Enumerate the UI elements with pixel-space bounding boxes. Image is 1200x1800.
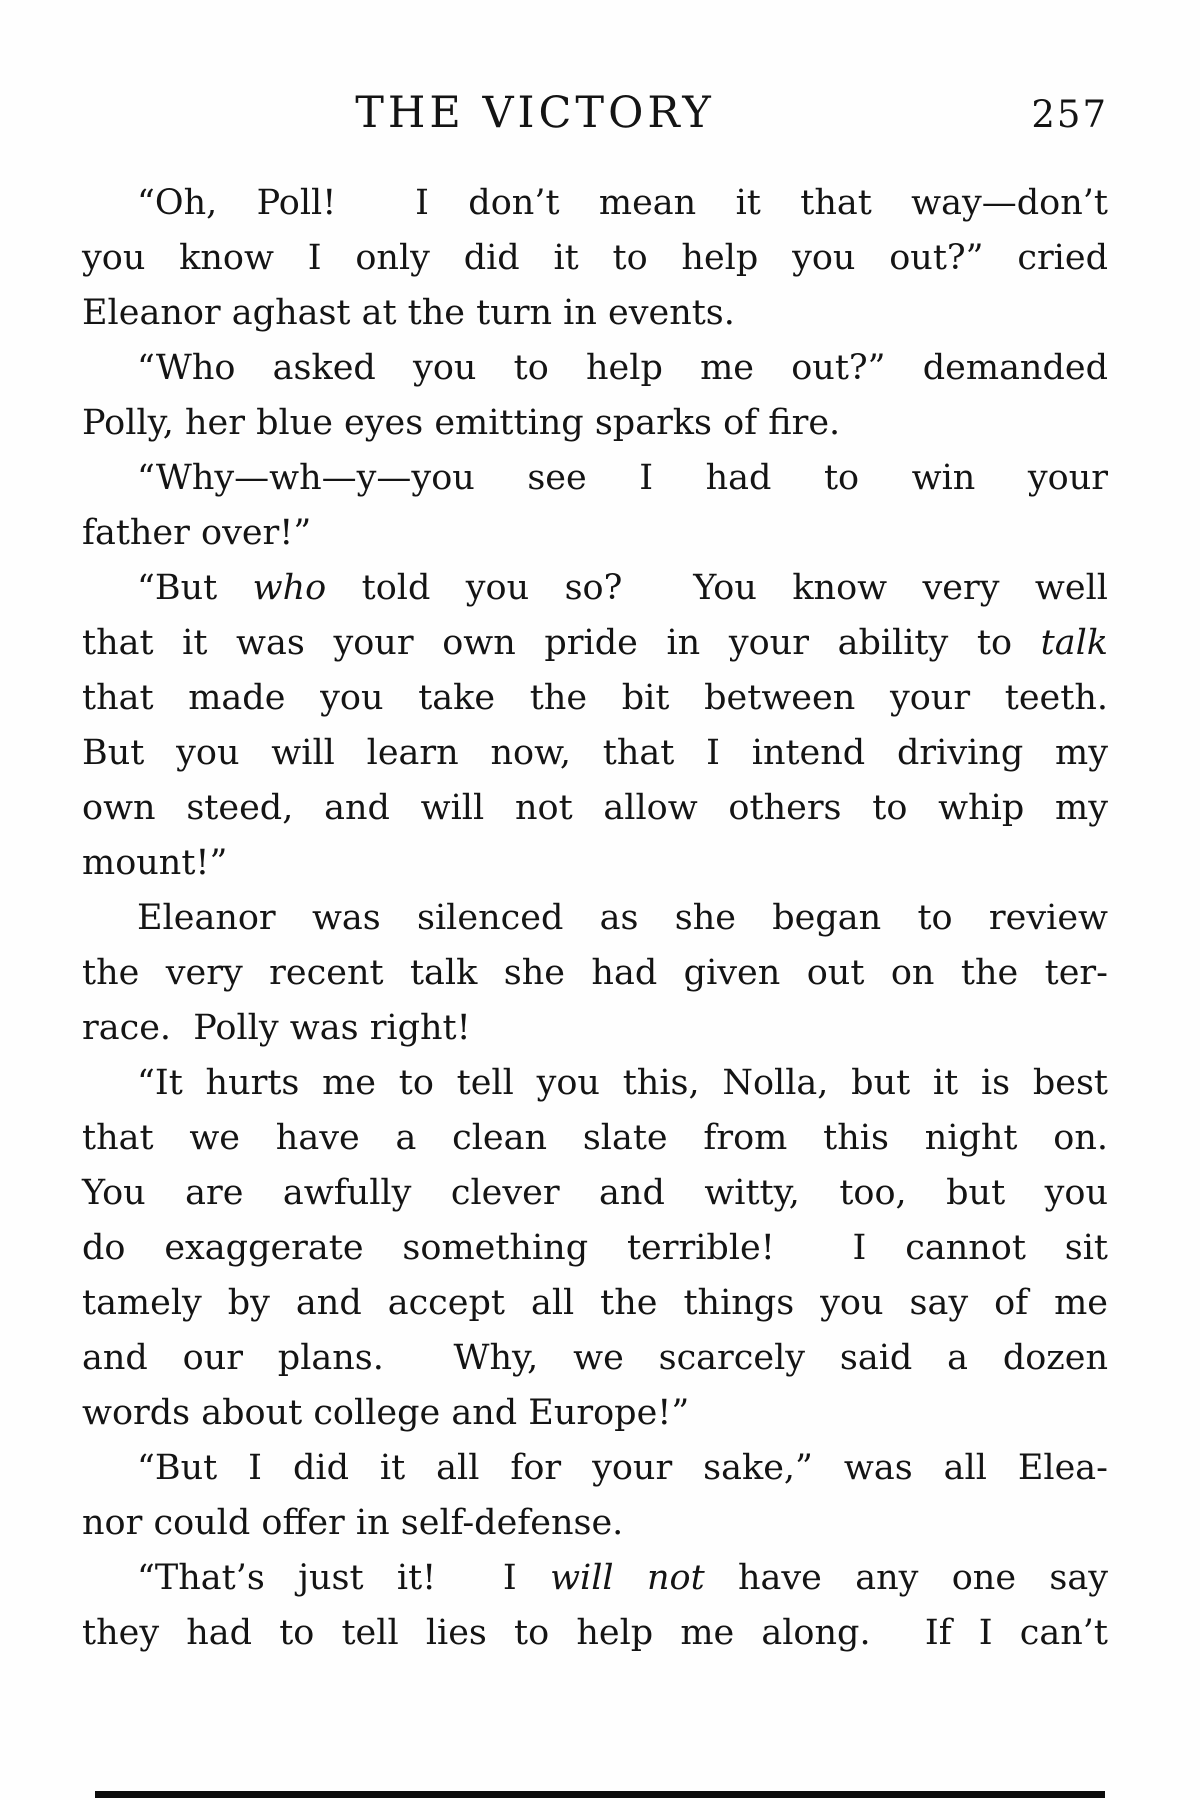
- italic-text-segment: who: [252, 568, 327, 608]
- text-line: [82, 176, 1108, 231]
- text-line: [82, 616, 1108, 671]
- text-segment: “It hurts me to tell you this, Nolla, but it is best: [137, 1063, 1108, 1103]
- text-segment: You are awfully clever and witty, too, but you: [82, 1173, 1108, 1213]
- text-line: [82, 836, 1108, 891]
- text-segment: Eleanor was silenced as she began to review: [137, 898, 1108, 938]
- text-segment: do exaggerate something terrible! I cannot sit: [82, 1228, 1108, 1268]
- text-segment: you know I only did it to help you out?” cried: [82, 238, 1108, 278]
- text-line: [82, 1166, 1108, 1221]
- text-line: [82, 946, 1108, 1001]
- text-segment: own steed, and will not allow others to whip my: [82, 788, 1108, 828]
- text-segment: “Oh, Poll! I don’t mean it that way—don’t: [137, 183, 1108, 223]
- text-segment: that it was your own pride in your ability to: [82, 623, 1041, 663]
- italic-text-segment: talk: [1040, 623, 1108, 663]
- text-segment: Polly, her blue eyes emitting sparks of fire.: [82, 403, 841, 443]
- text-segment: that made you take the bit between your teeth.: [82, 678, 1108, 718]
- text-segment: “Why—wh—y—you see I had to win your: [137, 458, 1108, 498]
- text-line: [82, 726, 1108, 781]
- text-line: [82, 1221, 1108, 1276]
- text-line: [82, 781, 1108, 836]
- text-segment: that we have a clean slate from this night on.: [82, 1118, 1108, 1158]
- text-segment: nor could offer in self-defense.: [82, 1503, 624, 1543]
- page-title: THE VICTORY: [355, 88, 715, 138]
- text-line: [82, 1331, 1108, 1386]
- text-line: [82, 561, 1108, 616]
- text-line: [82, 1441, 1108, 1496]
- text-segment: Eleanor aghast at the turn in events.: [82, 293, 735, 333]
- text-line: [82, 1386, 1108, 1441]
- page-number: 257: [1031, 93, 1108, 136]
- text-segment: and our plans. Why, we scarcely said a dozen: [82, 1338, 1108, 1378]
- text-segment: told you so? You know very well: [326, 568, 1108, 608]
- text-line: [82, 1606, 1108, 1661]
- text-segment: race. Polly was right!: [82, 1008, 471, 1048]
- text-segment: they had to tell lies to help me along. If I can’t: [82, 1613, 1108, 1653]
- text-segment: “Who asked you to help me out?” demanded: [137, 348, 1108, 388]
- text-segment: mount!”: [82, 843, 228, 883]
- text-segment: the very recent talk she had given out on the ter-: [82, 953, 1108, 993]
- text-line: [82, 1276, 1108, 1331]
- italic-text-segment: will not: [550, 1558, 705, 1598]
- text-segment: “But: [137, 568, 253, 608]
- text-segment: But you will learn now, that I intend driving my: [82, 733, 1108, 773]
- text-line: [82, 231, 1108, 286]
- text-line: [82, 396, 1108, 451]
- text-line: [82, 451, 1108, 506]
- text-segment: “But I did it all for your sake,” was all Elea-: [137, 1448, 1108, 1488]
- text-segment: tamely by and accept all the things you say of me: [82, 1283, 1108, 1323]
- text-segment: have any one say: [704, 1558, 1109, 1598]
- text-line: [82, 1551, 1108, 1606]
- text-line: [82, 1001, 1108, 1056]
- text-line: [82, 671, 1108, 726]
- text-line: [82, 1496, 1108, 1551]
- scan-artifact-bar: [95, 1791, 1105, 1798]
- text-line: [82, 1111, 1108, 1166]
- text-segment: “That’s just it! I: [137, 1558, 551, 1598]
- text-segment: words about college and Europe!”: [82, 1393, 690, 1433]
- text-line: [82, 1056, 1108, 1111]
- text-line: [82, 891, 1108, 946]
- text-line: [82, 341, 1108, 396]
- text-line: [82, 286, 1108, 341]
- text-segment: father over!”: [82, 513, 312, 553]
- text-line: [82, 506, 1108, 561]
- page-header: [82, 88, 1108, 138]
- page-body: [82, 176, 1108, 1661]
